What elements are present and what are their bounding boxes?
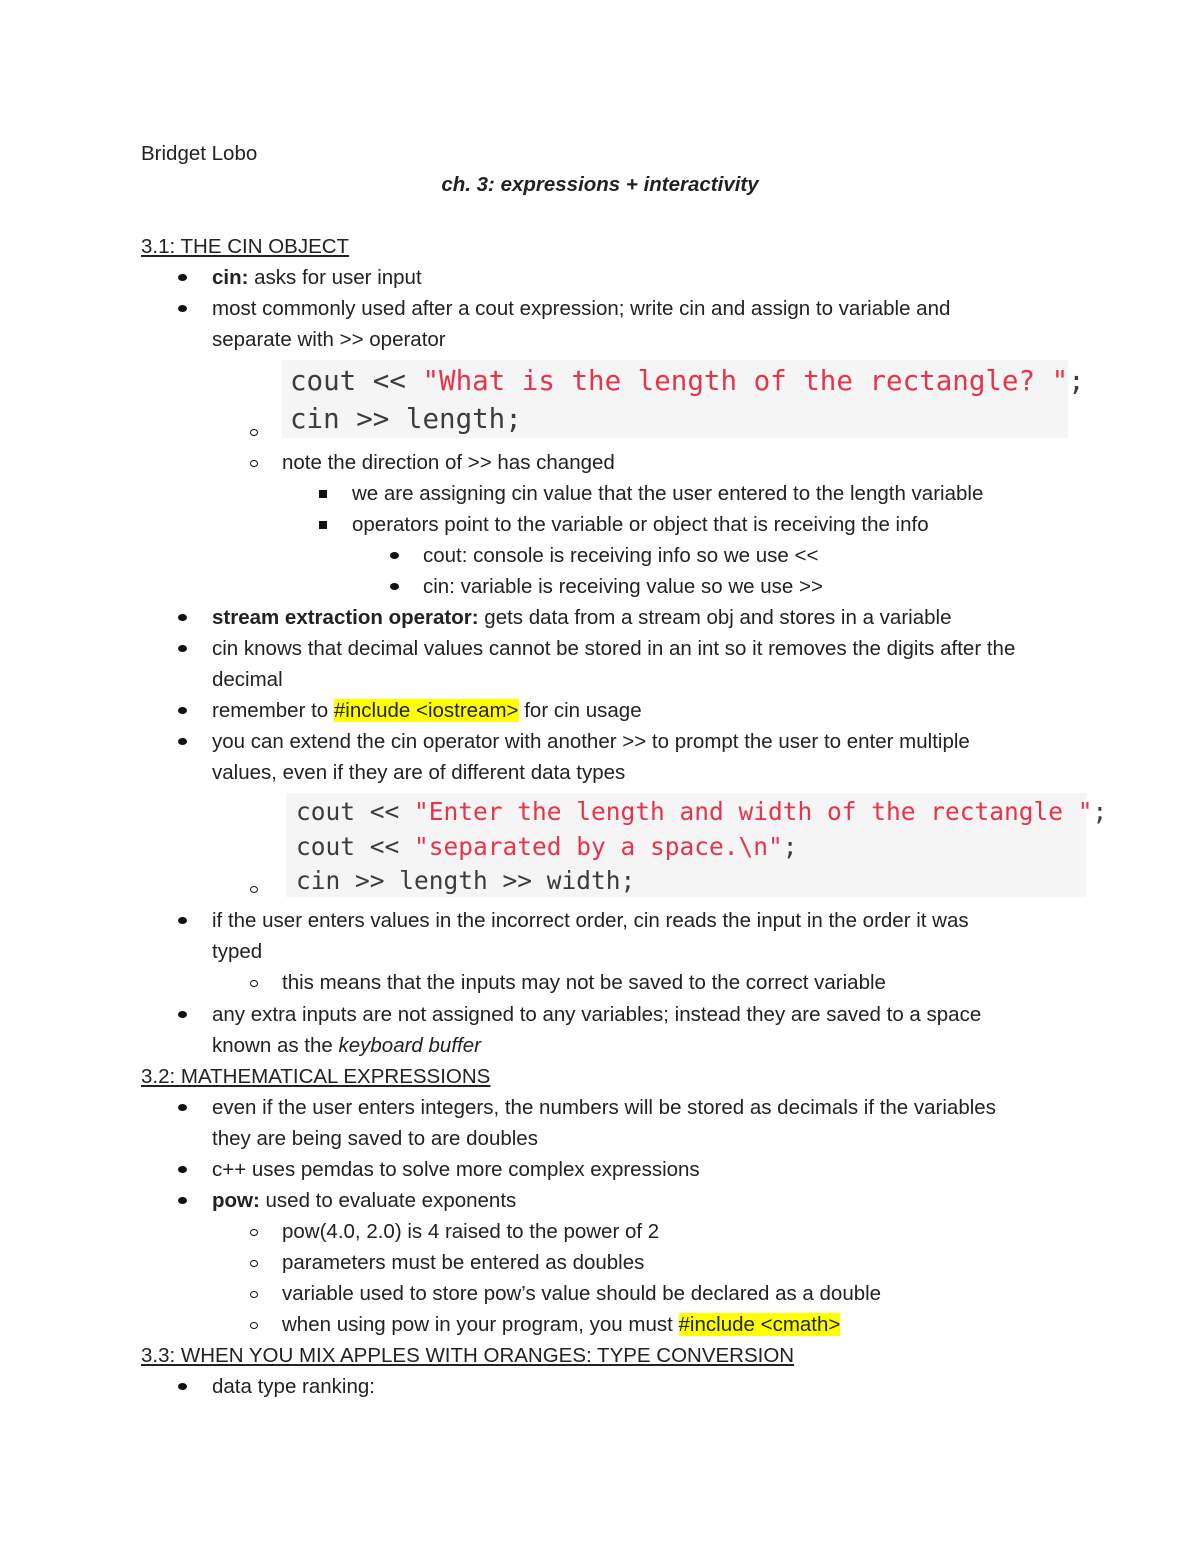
list-item-continuation: decimal — [212, 668, 283, 691]
list-item: this means that the inputs may not be saved to the correct variable — [282, 971, 886, 994]
bullet-dot — [178, 707, 187, 714]
highlighted-text: #include <cmath> — [678, 1313, 841, 1336]
list-item: you can extend the cin operator with another >> to prompt the user to enter multiple — [212, 730, 970, 753]
code-snippet-1 — [282, 360, 1085, 438]
bullet-square — [319, 490, 327, 498]
bullet-ring — [250, 1322, 258, 1329]
list-item: variable used to store pow’s value should be declared as a double — [282, 1282, 882, 1305]
list-item: c++ uses pemdas to solve more complex expressions — [212, 1158, 700, 1181]
list-item: any extra inputs are not assigned to any variables; instead they are saved to a space — [212, 1003, 982, 1026]
code-line: cout << "What is the length of the rectangle? "; — [290, 365, 1085, 397]
section-heading-3-1: 3.1: THE CIN OBJECT — [141, 235, 350, 258]
list-item-continuation: separate with >> operator — [212, 328, 446, 351]
code-line: cout << "Enter the length and width of the rectangle "; — [296, 797, 1108, 826]
list-item: operators point to the variable or object that is receiving the info — [352, 513, 929, 536]
bullet-dot — [178, 1383, 187, 1390]
list-item: if the user enters values in the incorrect order, cin reads the input in the order it was — [212, 909, 969, 932]
section-heading-3-2: 3.2: MATHEMATICAL EXPRESSIONS — [141, 1065, 491, 1088]
list-item: stream extraction operator: gets data from a stream obj and stores in a variable — [212, 606, 952, 629]
list-item: cin: variable is receiving value so we use >> — [423, 575, 823, 598]
bullet-dot — [178, 305, 187, 312]
bullet-dot — [178, 738, 187, 745]
bullet-square — [319, 521, 327, 529]
section-heading-3-3: 3.3: WHEN YOU MIX APPLES WITH ORANGES: TYPE CONVERSION — [141, 1344, 795, 1367]
bullet-dot — [178, 1104, 187, 1111]
bullet-ring — [250, 980, 258, 987]
highlighted-text: #include <iostream> — [333, 699, 519, 722]
bullet-dot — [178, 1197, 187, 1204]
author-name: Bridget Lobo — [141, 142, 258, 165]
list-item: most commonly used after a cout expression; write cin and assign to variable and — [212, 297, 951, 320]
list-item: we are assigning cin value that the user entered to the length variable — [352, 482, 984, 505]
code-snippet-2 — [286, 793, 1108, 897]
bullet-ring — [250, 886, 258, 893]
bullet-ring — [250, 1229, 258, 1236]
code-line: cin >> length; — [290, 403, 522, 435]
list-item: data type ranking: — [212, 1375, 375, 1398]
list-item-continuation: they are being saved to are doubles — [212, 1127, 538, 1150]
bullet-dot — [178, 274, 187, 281]
list-item: cin knows that decimal values cannot be stored in an int so it removes the digits after the — [212, 637, 1016, 660]
bullet-dot — [178, 1166, 187, 1173]
list-item: cin: asks for user input — [212, 266, 422, 289]
bullet-ring — [250, 429, 258, 436]
list-item: remember to #include <iostream> for cin usage — [212, 699, 642, 722]
bullet-dot — [178, 1011, 187, 1018]
list-item-continuation: typed — [212, 940, 263, 963]
list-item: pow: used to evaluate exponents — [212, 1189, 517, 1212]
list-item-continuation: values, even if they are of different data types — [212, 761, 626, 784]
bullet-ring — [250, 460, 258, 467]
bullet-ring — [250, 1291, 258, 1298]
list-item: pow(4.0, 2.0) is 4 raised to the power of 2 — [282, 1220, 660, 1243]
list-item: cout: console is receiving info so we use << — [423, 544, 819, 567]
list-item-continuation: known as the keyboard buffer — [212, 1034, 481, 1057]
bullet-dot — [178, 645, 187, 652]
list-item: note the direction of >> has changed — [282, 451, 615, 474]
list-item: when using pow in your program, you must #include <cmath> — [282, 1313, 841, 1336]
bullet-dot — [178, 614, 187, 621]
list-item: even if the user enters integers, the numbers will be stored as decimals if the variables — [212, 1096, 996, 1119]
code-line: cin >> length >> width; — [296, 866, 636, 895]
list-item: parameters must be entered as doubles — [282, 1251, 645, 1274]
bullet-dot — [390, 583, 399, 590]
bullet-dot — [390, 552, 399, 559]
bullet-ring — [250, 1260, 258, 1267]
page-title: ch. 3: expressions + interactivity — [441, 173, 759, 196]
code-line: cout << "separated by a space.\n"; — [296, 831, 798, 861]
bullet-dot — [178, 917, 187, 924]
